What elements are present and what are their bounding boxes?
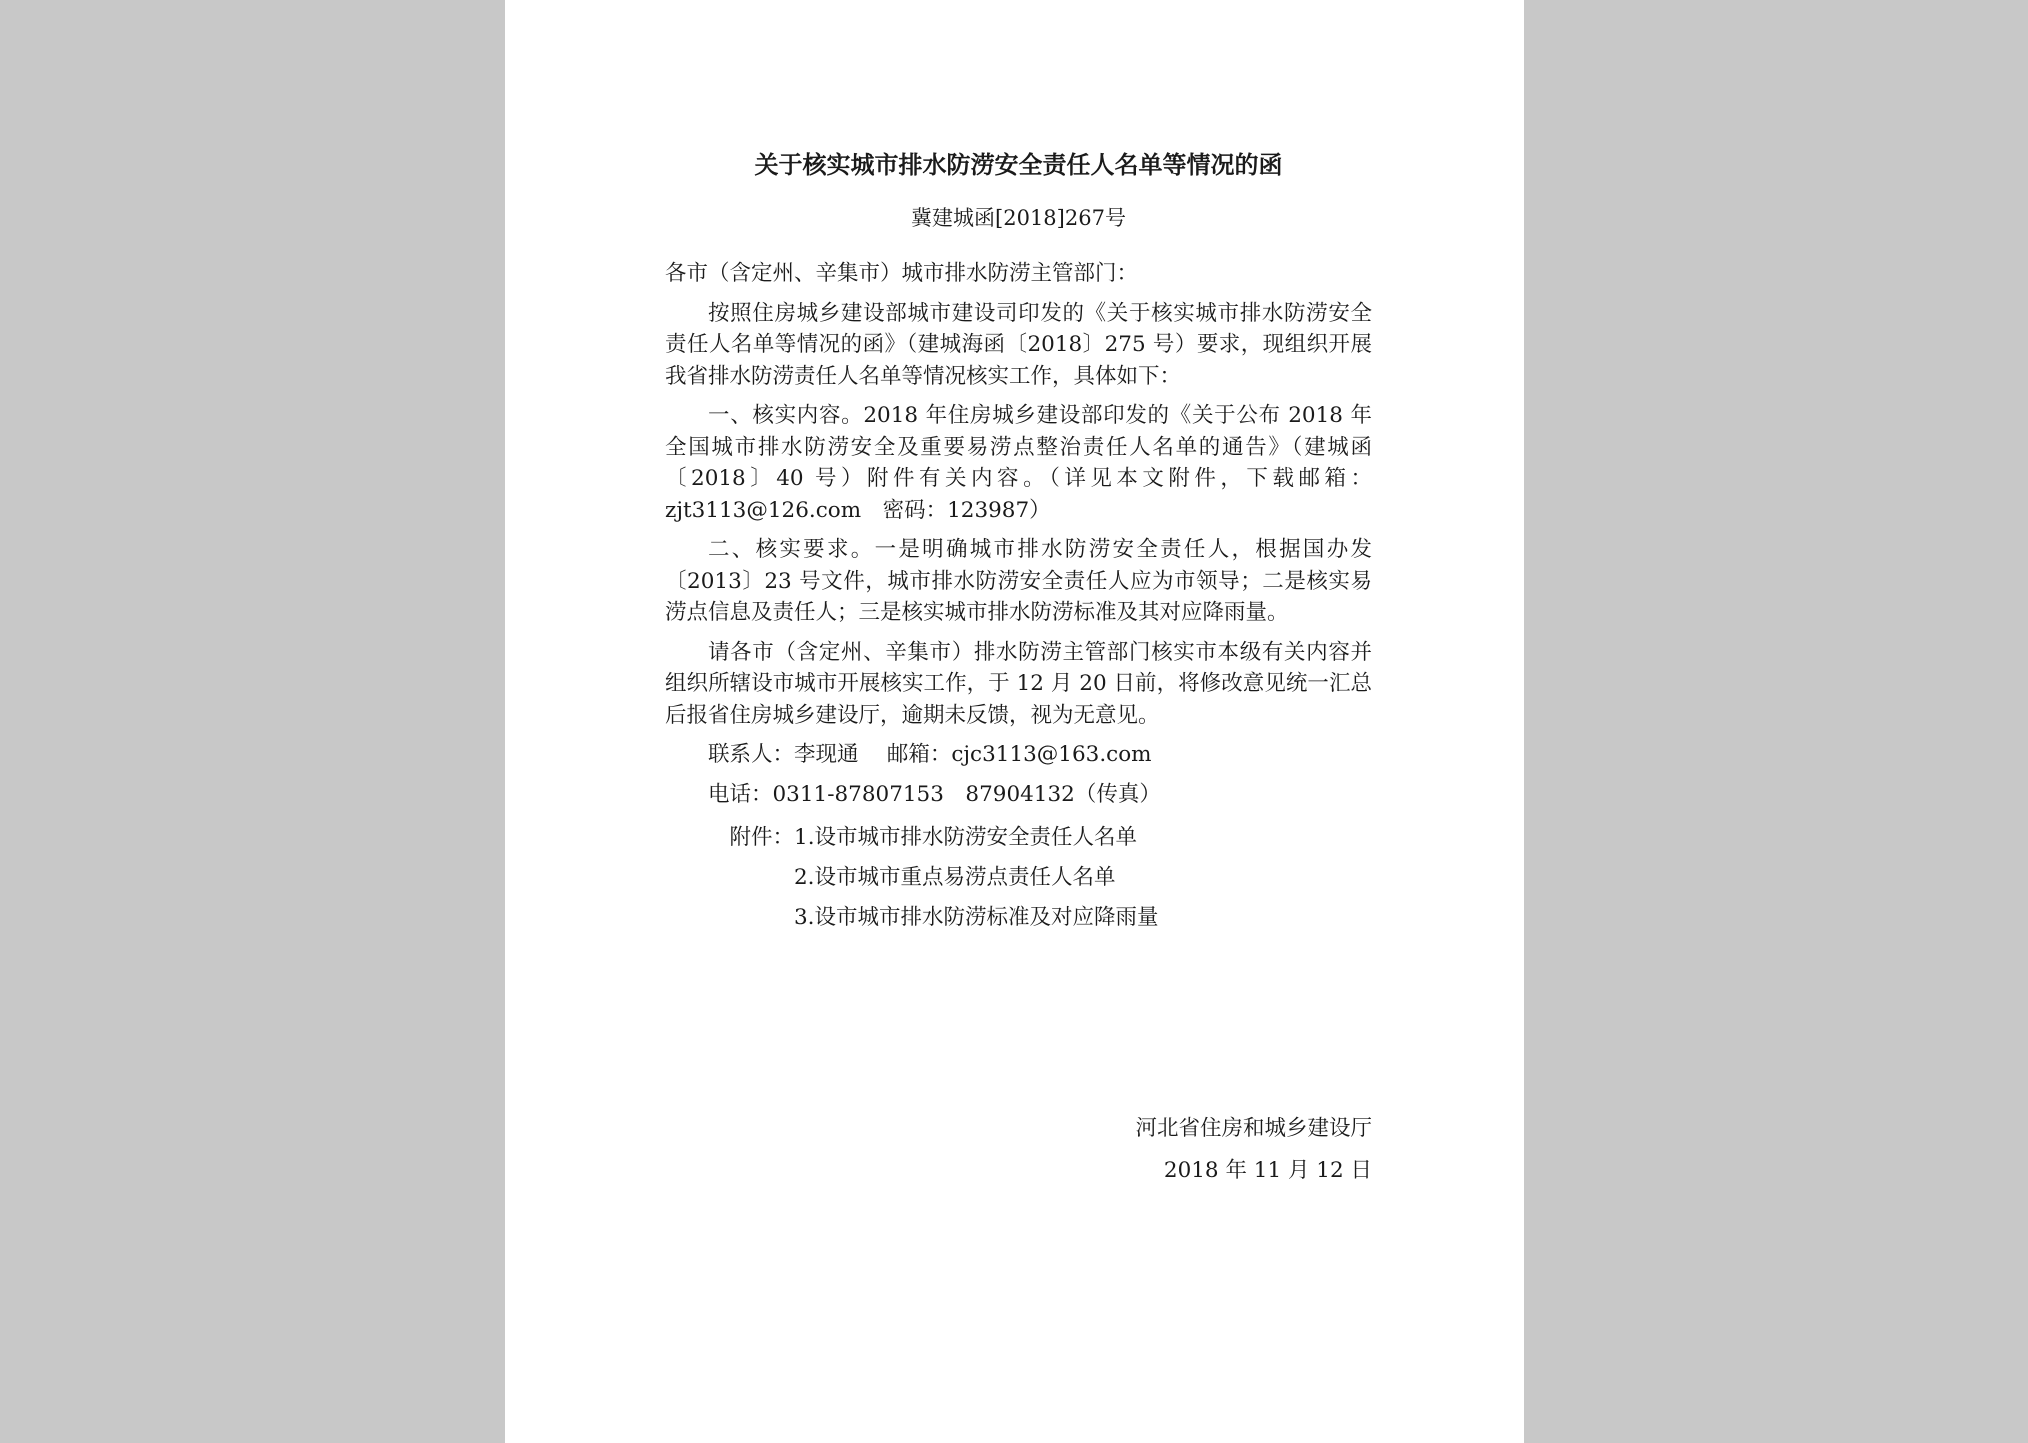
attachments-label: 附件： xyxy=(729,825,795,850)
attachment-item-2: 2.设市城市重点易涝点责任人名单 xyxy=(794,865,1116,890)
attachment-item xyxy=(665,818,1372,858)
paragraph-request: 请各市（含定州、辛集市）排水防涝主管部门核实市本级有关内容并组织所辖设市城市开展核实工作，于 12 月 20 日前，将修改意见统一汇总后报省住房城乡建设厅，逾期未反馈，视为无意见。 xyxy=(665,639,1372,728)
attachment-item-3: 3.设市城市排水防涝标准及对应降雨量 xyxy=(794,905,1159,930)
contact-phone: 电话：0311-87807153 87904132（传真） xyxy=(708,781,1161,807)
document-title: 关于核实城市排水防涝安全责任人名单等情况的函 xyxy=(754,150,1283,179)
issue-date: 2018 年 11 月 12 日 xyxy=(1163,1158,1372,1183)
document-number: 冀建城函[2018]267号 xyxy=(911,206,1126,230)
salutation: 各市（含定州、辛集市）城市排水防涝主管部门： xyxy=(665,261,1139,286)
contact-person: 联系人：李现通 邮箱：cjc3113@163.com xyxy=(708,742,1152,767)
document-body xyxy=(665,258,1372,938)
paragraph-verify-content: 一、核实内容。2018 年住房城乡建设部印发的《关于公布 2018 年全国城市排水防涝安全及重要易涝点整治责任人名单的通告》（建城函〔2018〕40 号）附件有关内容。（详见本文附件，下载邮箱：zjt3113@126.com 密码：123987） xyxy=(665,403,1372,523)
issuer-signature: 河北省住房和城乡建设厅 xyxy=(1135,1116,1372,1141)
paragraph-verify-requirements: 二、核实要求。一是明确城市排水防涝安全责任人，根据国办发〔2013〕23 号文件，城市排水防涝安全责任人应为市领导；二是核实易涝点信息及责任人；三是核实城市排水防涝标准及其对应降雨量。 xyxy=(665,537,1372,625)
attachment-list xyxy=(665,818,1372,938)
document-page xyxy=(505,0,1524,1443)
attachment-item-1: 1.设市城市排水防涝安全责任人名单 xyxy=(794,825,1138,850)
paragraph-intro: 按照住房城乡建设部城市建设司印发的《关于核实城市排水防涝安全责任人名单等情况的函》（建城海函〔2018〕275 号）要求，现组织开展我省排水防涝责任人名单等情况核实工作，具体如下： xyxy=(665,300,1372,389)
